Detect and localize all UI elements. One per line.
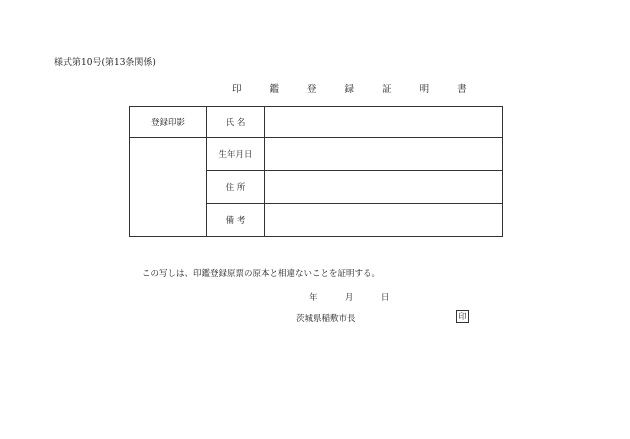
remarks-label-cell: 備 考 bbox=[207, 204, 265, 237]
year-label: 年 bbox=[309, 293, 318, 303]
date-line bbox=[309, 291, 389, 303]
table-row bbox=[130, 138, 503, 171]
month-label: 月 bbox=[344, 293, 354, 303]
form-number: 様式第10号(第13条関係) bbox=[54, 58, 156, 68]
name-value-cell bbox=[265, 107, 503, 138]
registration-table bbox=[129, 106, 503, 237]
seal-label-cell: 登録印影 bbox=[130, 107, 207, 138]
certification-text: この写しは、印鑑登録原票の原本と相違ないことを証明する。 bbox=[142, 269, 381, 279]
table-row bbox=[130, 107, 503, 138]
day-label: 日 bbox=[380, 293, 390, 303]
birth-label-cell: 生年月日 bbox=[207, 138, 265, 171]
name-label-cell: 氏 名 bbox=[207, 107, 265, 138]
address-label-cell: 住 所 bbox=[207, 171, 265, 204]
remarks-value-cell bbox=[265, 204, 503, 237]
seal-impression-cell bbox=[130, 138, 207, 237]
document-title: 印 鑑 登 録 証 明 書 bbox=[232, 84, 480, 95]
seal-mark: 印 bbox=[456, 310, 469, 323]
address-value-cell bbox=[265, 171, 503, 204]
issuer-name: 茨城県稲敷市長 bbox=[296, 314, 356, 324]
birth-value-cell bbox=[265, 138, 503, 171]
